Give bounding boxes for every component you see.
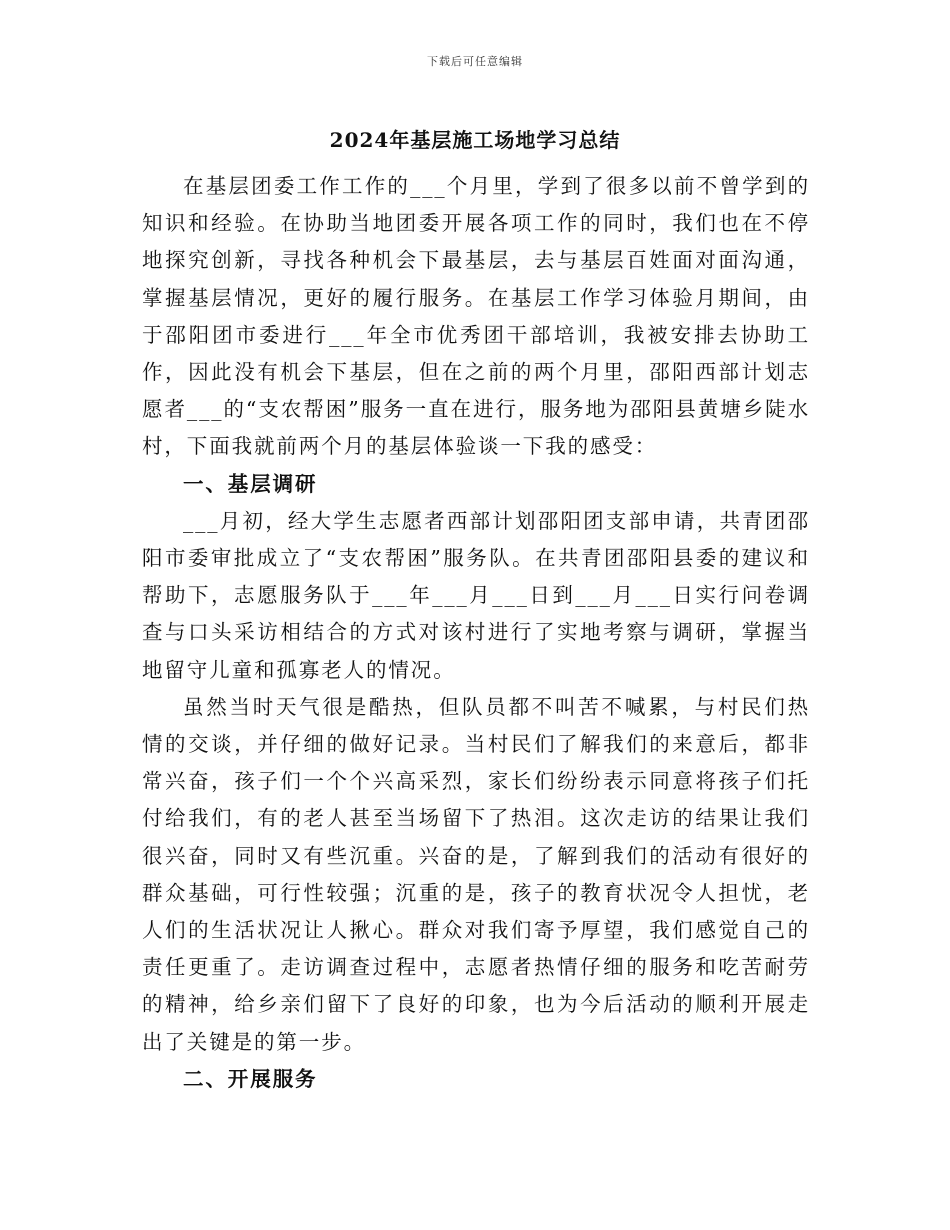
document-title: 2024年基层施工场地学习总结 — [329, 128, 621, 152]
section-heading-research: 一、基层调研 — [183, 471, 318, 496]
intro-paragraph: 在基层团委工作工作的___个月里，学到了很多以前不曾学到的知识和经验。在协助当地团委开展各项工作的同时，我们也在不停地探究创新，寻找各种机会下最基层，去与基层百姓面对面沟通，掌握基层情况，更好的履行服务。在基层工作学习体验月期间，由于邵阳团市委进行___年全市优秀团干部培训，我被安排去协助工作，因此没有机会下基层，但在之前的两个月里，邵阳西部计划志愿者___的“支农帮困”服务一直在进行，服务地为邵阳县黄塘乡陡水村，下面我就前两个月的基层体验谈一下我的感受： — [142, 174, 810, 459]
section-heading-service: 二、开展服务 — [183, 1066, 318, 1091]
document-body — [142, 168, 810, 1098]
research-paragraph-1: ___月初，经大学生志愿者西部计划邵阳团支部申请，共青团邵阳市委审批成立了“支农帮困”服务队。在共青团邵阳县委的建议和帮助下，志愿服务队于___年___月___日到___月___日实行问卷调查与口头采访相结合的方式对该村进行了实地考察与调研，掌握当地留守儿童和孤寡老人的情况。 — [142, 508, 810, 682]
research-paragraph-2: 虽然当时天气很是酷热，但队员都不叫苦不喊累，与村民们热情的交谈，并仔细的做好记录。当村民们了解我们的来意后，都非常兴奋，孩子们一个个兴高采烈，家长们纷纷表示同意将孩子们托付给我们，有的老人甚至当场留下了热泪。这次走访的结果让我们很兴奋，同时又有些沉重。兴奋的是，了解到我们的活动有很好的群众基础，可行性较强；沉重的是，孩子的教育状况令人担忧，老人们的生活状况让人揪心。群众对我们寄予厚望，我们感觉自己的责任更重了。走访调查过程中，志愿者热情仔细的服务和吃苦耐劳的精神，给乡亲们留下了良好的印象，也为今后活动的顺利开展走出了关键是的第一步。 — [142, 694, 810, 1054]
header-note: 下载后可任意编辑 — [427, 55, 523, 68]
